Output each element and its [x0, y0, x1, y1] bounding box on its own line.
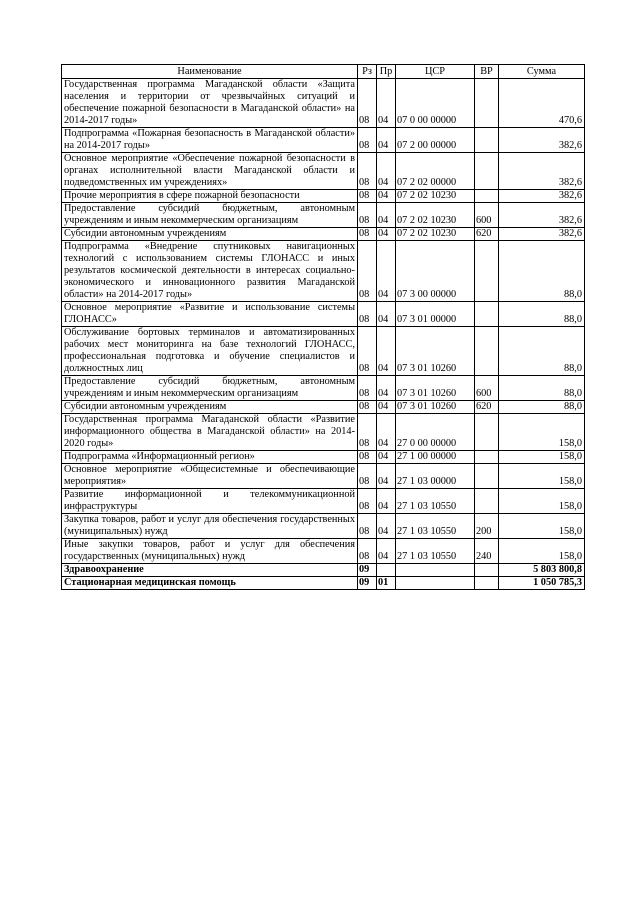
cell-csr: 07 3 01 10260 [396, 327, 475, 376]
cell-name: Субсидии автономным учреждениям [62, 228, 358, 241]
cell-rz: 09 [358, 577, 377, 590]
cell-csr: 07 2 00 00000 [396, 128, 475, 153]
cell-sum: 88,0 [499, 401, 585, 414]
cell-rz: 08 [358, 414, 377, 451]
cell-vr: 240 [475, 539, 499, 564]
cell-name: Государственная программа Магаданской области «Защита населения и территории от чрезвычайных ситуаций и обеспечение пожарной безопасности в Магаданской области» на 2014-2017 годы» [62, 79, 358, 128]
cell-pr: 04 [377, 79, 396, 128]
cell-name: Подпрограмма «Пожарная безопасность в Магаданской области» на 2014-2017 годы» [62, 128, 358, 153]
cell-pr: 04 [377, 451, 396, 464]
cell-pr: 01 [377, 577, 396, 590]
cell-sum: 158,0 [499, 539, 585, 564]
cell-name: Государственная программа Магаданской области «Развитие информационного общества в Магаданской области» на 2014-2020 годы» [62, 414, 358, 451]
cell-rz: 08 [358, 464, 377, 489]
header-name: Наименование [62, 65, 358, 79]
table-row [62, 514, 585, 539]
table-body [62, 79, 585, 590]
cell-vr: 600 [475, 203, 499, 228]
budget-page [61, 64, 584, 590]
cell-rz: 08 [358, 241, 377, 302]
table-row [62, 153, 585, 190]
cell-rz: 08 [358, 401, 377, 414]
table-row [62, 564, 585, 577]
cell-pr: 04 [377, 414, 396, 451]
table-row [62, 451, 585, 464]
cell-vr [475, 302, 499, 327]
budget-table [61, 64, 585, 590]
cell-csr: 27 1 03 10550 [396, 489, 475, 514]
table-row [62, 128, 585, 153]
table-row [62, 376, 585, 401]
cell-vr [475, 464, 499, 489]
cell-sum: 382,6 [499, 203, 585, 228]
cell-csr: 07 3 01 10260 [396, 401, 475, 414]
cell-rz: 08 [358, 79, 377, 128]
cell-sum: 1 050 785,3 [499, 577, 585, 590]
cell-csr: 07 0 00 00000 [396, 79, 475, 128]
header-csr: ЦСР [396, 65, 475, 79]
cell-rz: 08 [358, 451, 377, 464]
cell-sum: 158,0 [499, 489, 585, 514]
cell-pr: 04 [377, 302, 396, 327]
cell-sum: 158,0 [499, 514, 585, 539]
table-row [62, 228, 585, 241]
cell-csr [396, 577, 475, 590]
cell-rz: 08 [358, 203, 377, 228]
cell-csr: 07 2 02 00000 [396, 153, 475, 190]
cell-pr: 04 [377, 190, 396, 203]
cell-vr [475, 577, 499, 590]
cell-name: Обслуживание бортовых терминалов и автоматизированных рабочих мест мониторинга на базе технологий ГЛОНАСС, профессиональная подготовка и обучение специалистов и должностных лиц [62, 327, 358, 376]
cell-pr: 04 [377, 128, 396, 153]
cell-pr: 04 [377, 203, 396, 228]
cell-rz: 08 [358, 327, 377, 376]
cell-vr [475, 414, 499, 451]
cell-pr: 04 [377, 376, 396, 401]
cell-sum: 88,0 [499, 376, 585, 401]
cell-vr [475, 451, 499, 464]
cell-csr: 27 1 00 00000 [396, 451, 475, 464]
cell-name: Развитие информационной и телекоммуникационной инфраструктуры [62, 489, 358, 514]
table-row [62, 401, 585, 414]
cell-name: Здравоохранение [62, 564, 358, 577]
cell-rz: 08 [358, 228, 377, 241]
cell-vr [475, 327, 499, 376]
cell-vr [475, 564, 499, 577]
cell-csr: 27 1 03 10550 [396, 539, 475, 564]
cell-vr [475, 489, 499, 514]
cell-csr: 07 2 02 10230 [396, 203, 475, 228]
cell-pr: 04 [377, 514, 396, 539]
cell-csr: 27 0 00 00000 [396, 414, 475, 451]
cell-csr: 27 1 03 00000 [396, 464, 475, 489]
cell-vr [475, 128, 499, 153]
cell-name: Иные закупки товаров, работ и услуг для обеспечения государственных (муниципальных) нужд [62, 539, 358, 564]
table-row [62, 302, 585, 327]
cell-csr: 07 2 02 10230 [396, 190, 475, 203]
cell-name: Предоставление субсидий бюджетным, автономным учреждениям и иным некоммерческим организациям [62, 376, 358, 401]
cell-vr: 620 [475, 228, 499, 241]
cell-csr: 07 3 00 00000 [396, 241, 475, 302]
header-rz: Рз [358, 65, 377, 79]
table-row [62, 464, 585, 489]
cell-vr [475, 190, 499, 203]
cell-rz: 08 [358, 489, 377, 514]
cell-name: Основное мероприятие «Общесистемные и обеспечивающие мероприятия» [62, 464, 358, 489]
cell-name: Стационарная медицинская помощь [62, 577, 358, 590]
cell-rz: 08 [358, 190, 377, 203]
cell-sum: 88,0 [499, 241, 585, 302]
table-row [62, 190, 585, 203]
cell-name: Основное мероприятие «Обеспечение пожарной безопасности в органах исполнительной власти Магаданской области и подведомственных им учреждениях» [62, 153, 358, 190]
cell-rz: 08 [358, 376, 377, 401]
cell-vr [475, 153, 499, 190]
cell-pr: 04 [377, 464, 396, 489]
cell-sum: 382,6 [499, 153, 585, 190]
cell-rz: 08 [358, 539, 377, 564]
table-row [62, 489, 585, 514]
cell-name: Подпрограмма «Внедрение спутниковых навигационных технологий с использованием системы ГЛОНАСС и иных результатов космической деятельности в интересах социально-экономического и инновационного развития Магаданской области» на 2014-2017 годы» [62, 241, 358, 302]
cell-csr: 27 1 03 10550 [396, 514, 475, 539]
cell-csr [396, 564, 475, 577]
cell-pr: 04 [377, 489, 396, 514]
table-row [62, 241, 585, 302]
cell-pr: 04 [377, 401, 396, 414]
cell-csr: 07 3 01 10260 [396, 376, 475, 401]
cell-rz: 08 [358, 153, 377, 190]
cell-rz: 08 [358, 302, 377, 327]
cell-vr [475, 79, 499, 128]
table-row [62, 79, 585, 128]
cell-name: Субсидии автономным учреждениям [62, 401, 358, 414]
table-row [62, 539, 585, 564]
table-header-row [62, 65, 585, 79]
cell-csr: 07 3 01 00000 [396, 302, 475, 327]
cell-rz: 08 [358, 514, 377, 539]
cell-name: Предоставление субсидий бюджетным, автономным учреждениям и иным некоммерческим организациям [62, 203, 358, 228]
cell-sum: 382,6 [499, 228, 585, 241]
cell-sum: 88,0 [499, 302, 585, 327]
cell-sum: 382,6 [499, 190, 585, 203]
cell-pr [377, 564, 396, 577]
cell-rz: 08 [358, 128, 377, 153]
cell-vr: 620 [475, 401, 499, 414]
table-row [62, 414, 585, 451]
cell-vr: 600 [475, 376, 499, 401]
cell-name: Прочие мероприятия в сфере пожарной безопасности [62, 190, 358, 203]
cell-pr: 04 [377, 228, 396, 241]
cell-name: Основное мероприятие «Развитие и использование системы ГЛОНАСС» [62, 302, 358, 327]
cell-sum: 158,0 [499, 414, 585, 451]
cell-csr: 07 2 02 10230 [396, 228, 475, 241]
cell-vr: 200 [475, 514, 499, 539]
table-row [62, 327, 585, 376]
table-row [62, 577, 585, 590]
table-row [62, 203, 585, 228]
cell-pr: 04 [377, 539, 396, 564]
cell-name: Закупка товаров, работ и услуг для обеспечения государственных (муниципальных) нужд [62, 514, 358, 539]
cell-pr: 04 [377, 241, 396, 302]
cell-sum: 470,6 [499, 79, 585, 128]
cell-sum: 158,0 [499, 464, 585, 489]
cell-name: Подпрограмма «Информационный регион» [62, 451, 358, 464]
cell-sum: 158,0 [499, 451, 585, 464]
cell-sum: 88,0 [499, 327, 585, 376]
header-vr: ВР [475, 65, 499, 79]
cell-sum: 382,6 [499, 128, 585, 153]
header-pr: Пр [377, 65, 396, 79]
cell-pr: 04 [377, 327, 396, 376]
header-sum: Сумма [499, 65, 585, 79]
cell-pr: 04 [377, 153, 396, 190]
cell-sum: 5 803 800,8 [499, 564, 585, 577]
cell-vr [475, 241, 499, 302]
cell-rz: 09 [358, 564, 377, 577]
